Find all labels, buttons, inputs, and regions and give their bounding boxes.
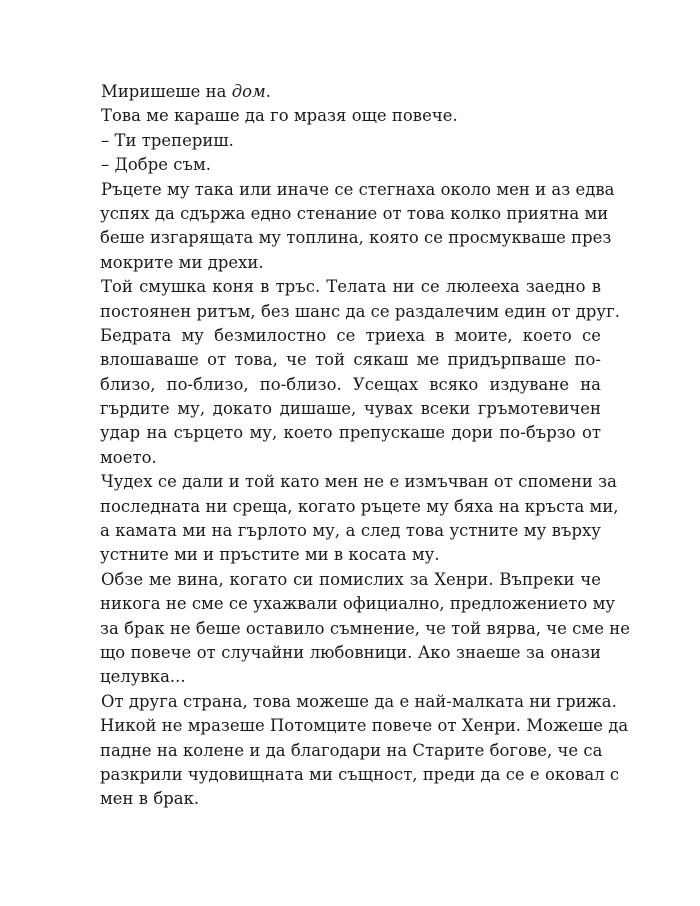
text-line: влошаваше от това, че той сякаш ме придърпваше по- <box>100 350 601 370</box>
text-line: Чудех се дали и той като мен не е измъчван от спомени за <box>101 472 617 492</box>
text-line: устните ми и пръстите ми в косата му. <box>100 545 440 565</box>
text-line: Ръцете му така или иначе се стегнаха около мен и аз едва <box>101 179 615 199</box>
text-line: за брак не беше оставило съмнение, че той вярва, че сме не <box>100 618 630 638</box>
text-line: а камата ми на гърлото му, а след това устните му върху <box>100 521 601 541</box>
text-line: разкрили чудовищната ми същност, преди да се е оковал с <box>100 764 620 784</box>
text-line: успях да сдържа едно стенание от това колко приятна ми <box>100 203 609 223</box>
text-line: Бедрата му безмилостно се триеха в моите, което се <box>100 325 601 345</box>
text-line: никога не сме се ухажвали официално, предложението му <box>100 594 616 614</box>
text-line: моето. <box>100 447 157 467</box>
emphasized-word: дом <box>231 82 266 101</box>
text-line: Никой не мразеше Потомците повече от Хенри. Можеше да <box>100 716 629 736</box>
text-line: близо, по-близо, по-близо. Усещах всяко издуване на <box>100 374 601 394</box>
text-line: беше изгарящата му топлина, която се просмукваше през <box>100 228 612 248</box>
text-line: Обзе ме вина, когато си помислих за Хенри. Въпреки че <box>101 569 601 589</box>
text-line: – Ти трепериш. <box>101 130 234 150</box>
text-line: Миришеше на дом. <box>101 82 271 101</box>
text-line: последната ни среща, когато ръцете му бяха на кръста ми, <box>100 496 619 516</box>
text-line: гърдите му, докато дишаше, чувах всеки гръмотевичен <box>100 399 601 419</box>
text-line: що повече от случайни любовници. Ако знаеше за онази <box>100 642 601 662</box>
text-line: Той смушка коня в тръс. Телата ни се люлееха заедно в <box>101 277 601 297</box>
text-line: удар на сърцето му, което препускаше дори по-бързо от <box>100 423 601 443</box>
text-line: Това ме караше да го мразя още повече. <box>101 106 458 126</box>
text-line: – Добре съм. <box>101 155 212 175</box>
text-line: мокрите ми дрехи. <box>100 252 264 272</box>
text-line: мен в брак. <box>100 789 200 809</box>
book-page <box>100 80 630 812</box>
text-line: От друга страна, това можеше да е най-малката ни грижа. <box>101 691 617 711</box>
text-line: постоянен ритъм, без шанс да се раздалечим един от друг. <box>100 301 621 321</box>
text-line: падне на колене и да благодари на Старите богове, че са <box>100 740 603 760</box>
text-line: целувка... <box>100 667 186 687</box>
